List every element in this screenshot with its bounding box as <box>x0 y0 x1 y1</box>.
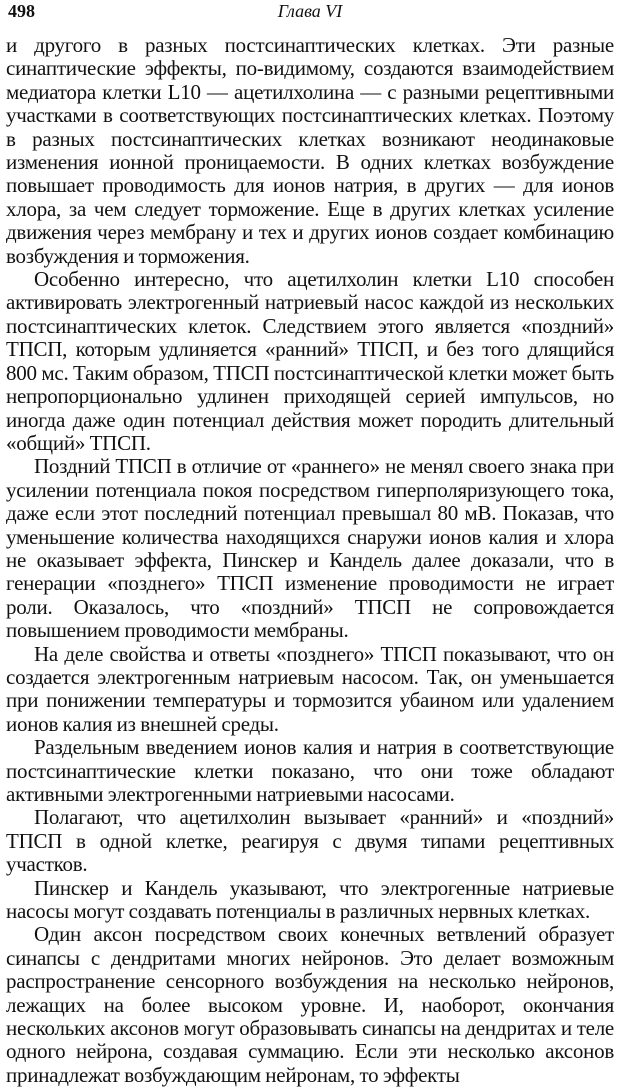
paragraph-5: Раздельным введением ионов калия и натрия в соответствующие постсинаптические клетки показано, что они тоже обладают активными электрогенными натриевыми насосами. <box>6 735 614 806</box>
page-header <box>6 0 614 34</box>
chapter-title: Глава VI <box>277 1 343 21</box>
paragraph-7: Пинскер и Кандель указывают, что электрогенные натриевые насосы могут создавать потенциалы в различных нервных клетках. <box>6 875 614 924</box>
paragraph-2: Особенно интересно, что ацетилхолин клетки L10 способен активировать электрогенный натриевый насос каждой из нескольких постсинаптических клеток. Следствием этого является «поздний» ТПСП, которым удлиняется «ранний» ТПСП, и без того длящийся 800 мс. Таким образом, ТПСП постсинаптической клетки может быть непропорционально удлинен приходящей серией импульсов, но иногда даже один потенциал действия может породить длительный «общий» ТПСП. <box>6 267 614 455</box>
paragraph-3: Поздний ТПСП в отличие от «раннего» не менял своего знака при усилении потенциала покоя посредством гиперполяризующего тока, даже если этот последний потенциал превышал 80 мВ. Показав, что уменьшение количества находящихся снаружи ионов калия и хлора не оказывает эффекта, Пинскер и Кандель далее доказали, что в генерации «позднего» ТПСП изменение проводимости не играет роли. Оказалось, что «поздний» ТПСП не сопровождается повышением проводимости мембраны. <box>6 454 614 643</box>
paragraph-6: Полагают, что ацетилхолин вызывает «ранний» и «поздний» ТПСП в одной клетке, реагируя с двумя типами рецептивных участков. <box>6 805 614 877</box>
page-number: 498 <box>8 1 35 21</box>
paragraph-1: и другого в разных постсинаптических клетках. Эти разные синаптические эффекты, по-видимому, создаются взаимодействием медиатора клетки L10 — ацетилхолина — с разными рецептивными участками в соответствующих постсинаптических клетках. Поэтому в разных постсинаптических клетках возникают неодинаковые изменения ионной проницаемости. В одних клетках возбуждение повышает проводимость для ионов натрия, в других — для ионов хлора, за чем следует торможение. Еще в других клетках усиление движения через мембрану и тех и других ионов создает комбинацию возбуждения и торможения. <box>6 33 614 268</box>
paragraph-8: Один аксон посредством своих конечных ветвлений образует синапсы с дендритами многих нейронов. Это делает возможным распространение сенсорного возбуждения на несколько нейронов, лежащих на более высоком уровне. И, наоборот, окончания нескольких аксонов могут образовывать синапсы на дендритах и теле одного нейрона, создавая суммацию. Если эти несколько аксонов принадлежат возбуждающим нейронам, то эффекты <box>6 922 614 1087</box>
text-body <box>6 34 614 1087</box>
paragraph-4: На деле свойства и ответы «позднего» ТПСП показывают, что он создается электрогенным натриевым насосом. Так, он уменьшается при понижении температуры и тормозится убаином или удалением ионов калия из внешней среды. <box>6 641 614 736</box>
